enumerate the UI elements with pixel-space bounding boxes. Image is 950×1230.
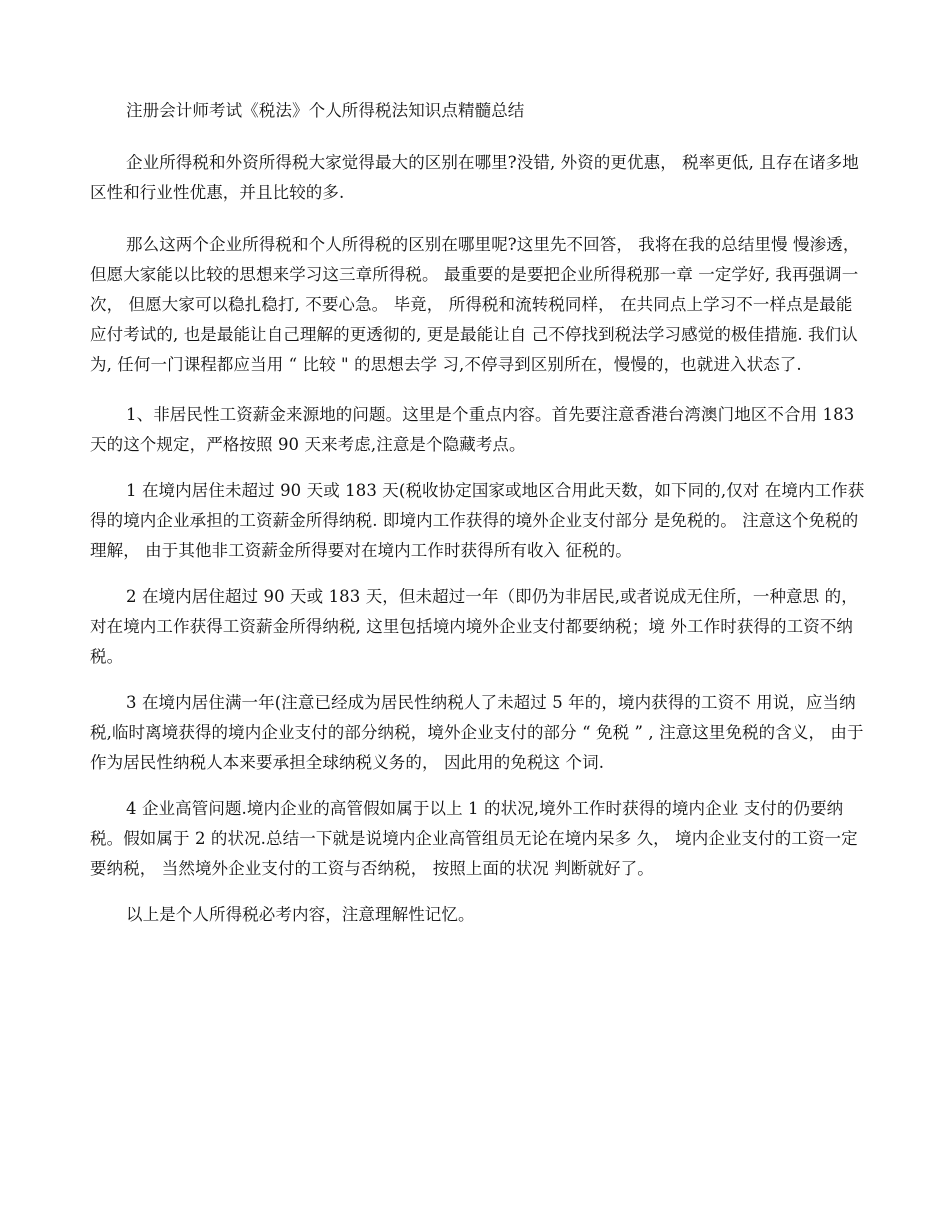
paragraph-point-1-overview: 1、非居民性工资薪金来源地的问题。这里是个重点内容。首先要注意香港台湾澳门地区不合用 183 天的这个规定，严格按照 90 天来考虑,注意是个隐藏考点。: [90, 405, 855, 454]
paragraph-case-4: 4 企业高管问题.境内企业的高管假如属于以上 1 的状况,境外工作时获得的境内企业 支付的仍要纳税。假如属于 2 的状况.总结一下就是说境内企业高管组员无论在境内呆多 久， 境内企业支付的工资一定要纳税， 当然境外企业支付的工资与否纳税， 按照上面的状况 判断就好了。: [90, 799, 858, 878]
paragraph-case-3: 3 在境内居住满一年(注意已经成为居民性纳税人了未超过 5 年的，境内获得的工资不 用说，应当纳税,临时离境获得的境内企业支付的部分纳税，境外企业支付的部分 “ 免税 ” , 注意这里免税的含义， 由于作为居民性纳税人本来要承担全球纳税义务的， 因此用的免税这 个词.: [90, 693, 864, 772]
paragraph-case-2: 2 在境内居住超过 90 天或 183 天，但未超过一年（即仍为非居民,或者说成无住所，一种意思 的， 对在境内工作获得工资薪金所得纳税, 这里包括境内境外企业支付都要纳税；境 外工作时获得的工资不纳税。: [90, 587, 858, 666]
document-title: 注册会计师考试《税法》个人所得税法知识点精髓总结: [126, 101, 525, 120]
paragraph-case-1: 1 在境内居住未超过 90 天或 183 天(税收协定国家或地区合用此天数，如下同的,仅对 在境内工作获得的境内企业承担的工资薪金所得纳税. 即境内工作获得的境外企业支付部分 是免税的。 注意这个免税的理解， 由于其他非工资薪金所得要对在境内工作时获得所有收入 征税的。: [90, 481, 865, 560]
paragraph-conclusion: 以上是个人所得税必考内容，注意理解性记忆。: [126, 905, 475, 924]
document-body: [90, 96, 865, 946]
paragraph-intro: 企业所得税和外资所得税大家觉得最大的区别在哪里?没错, 外资的更优惠， 税率更低, 且存在诸多地区性和行业性优惠，并且比较的多.: [90, 153, 859, 202]
paragraph-comparison: 那么这两个企业所得税和个人所得税的区别在哪里呢?这里先不回答， 我将在我的总结里慢 慢渗透， 但愿大家能以比较的思想来学习这三章所得税。 最重要的是要把企业所得税那一章 一定学好, 我再强调一次， 但愿大家可以稳扎稳打, 不要心急。 毕竟， 所得税和流转税同样， 在共同点上学习不一样点是最能应付考试的, 也是最能让自己理解的更透彻的, 更是最能让自 己不停找到税法学习感觉的极佳措施. 我们认为, 任何一门课程都应当用 “ 比较 " 的思想去学 习,不停寻到区别所在，慢慢的，也就进入状态了.: [90, 235, 860, 374]
